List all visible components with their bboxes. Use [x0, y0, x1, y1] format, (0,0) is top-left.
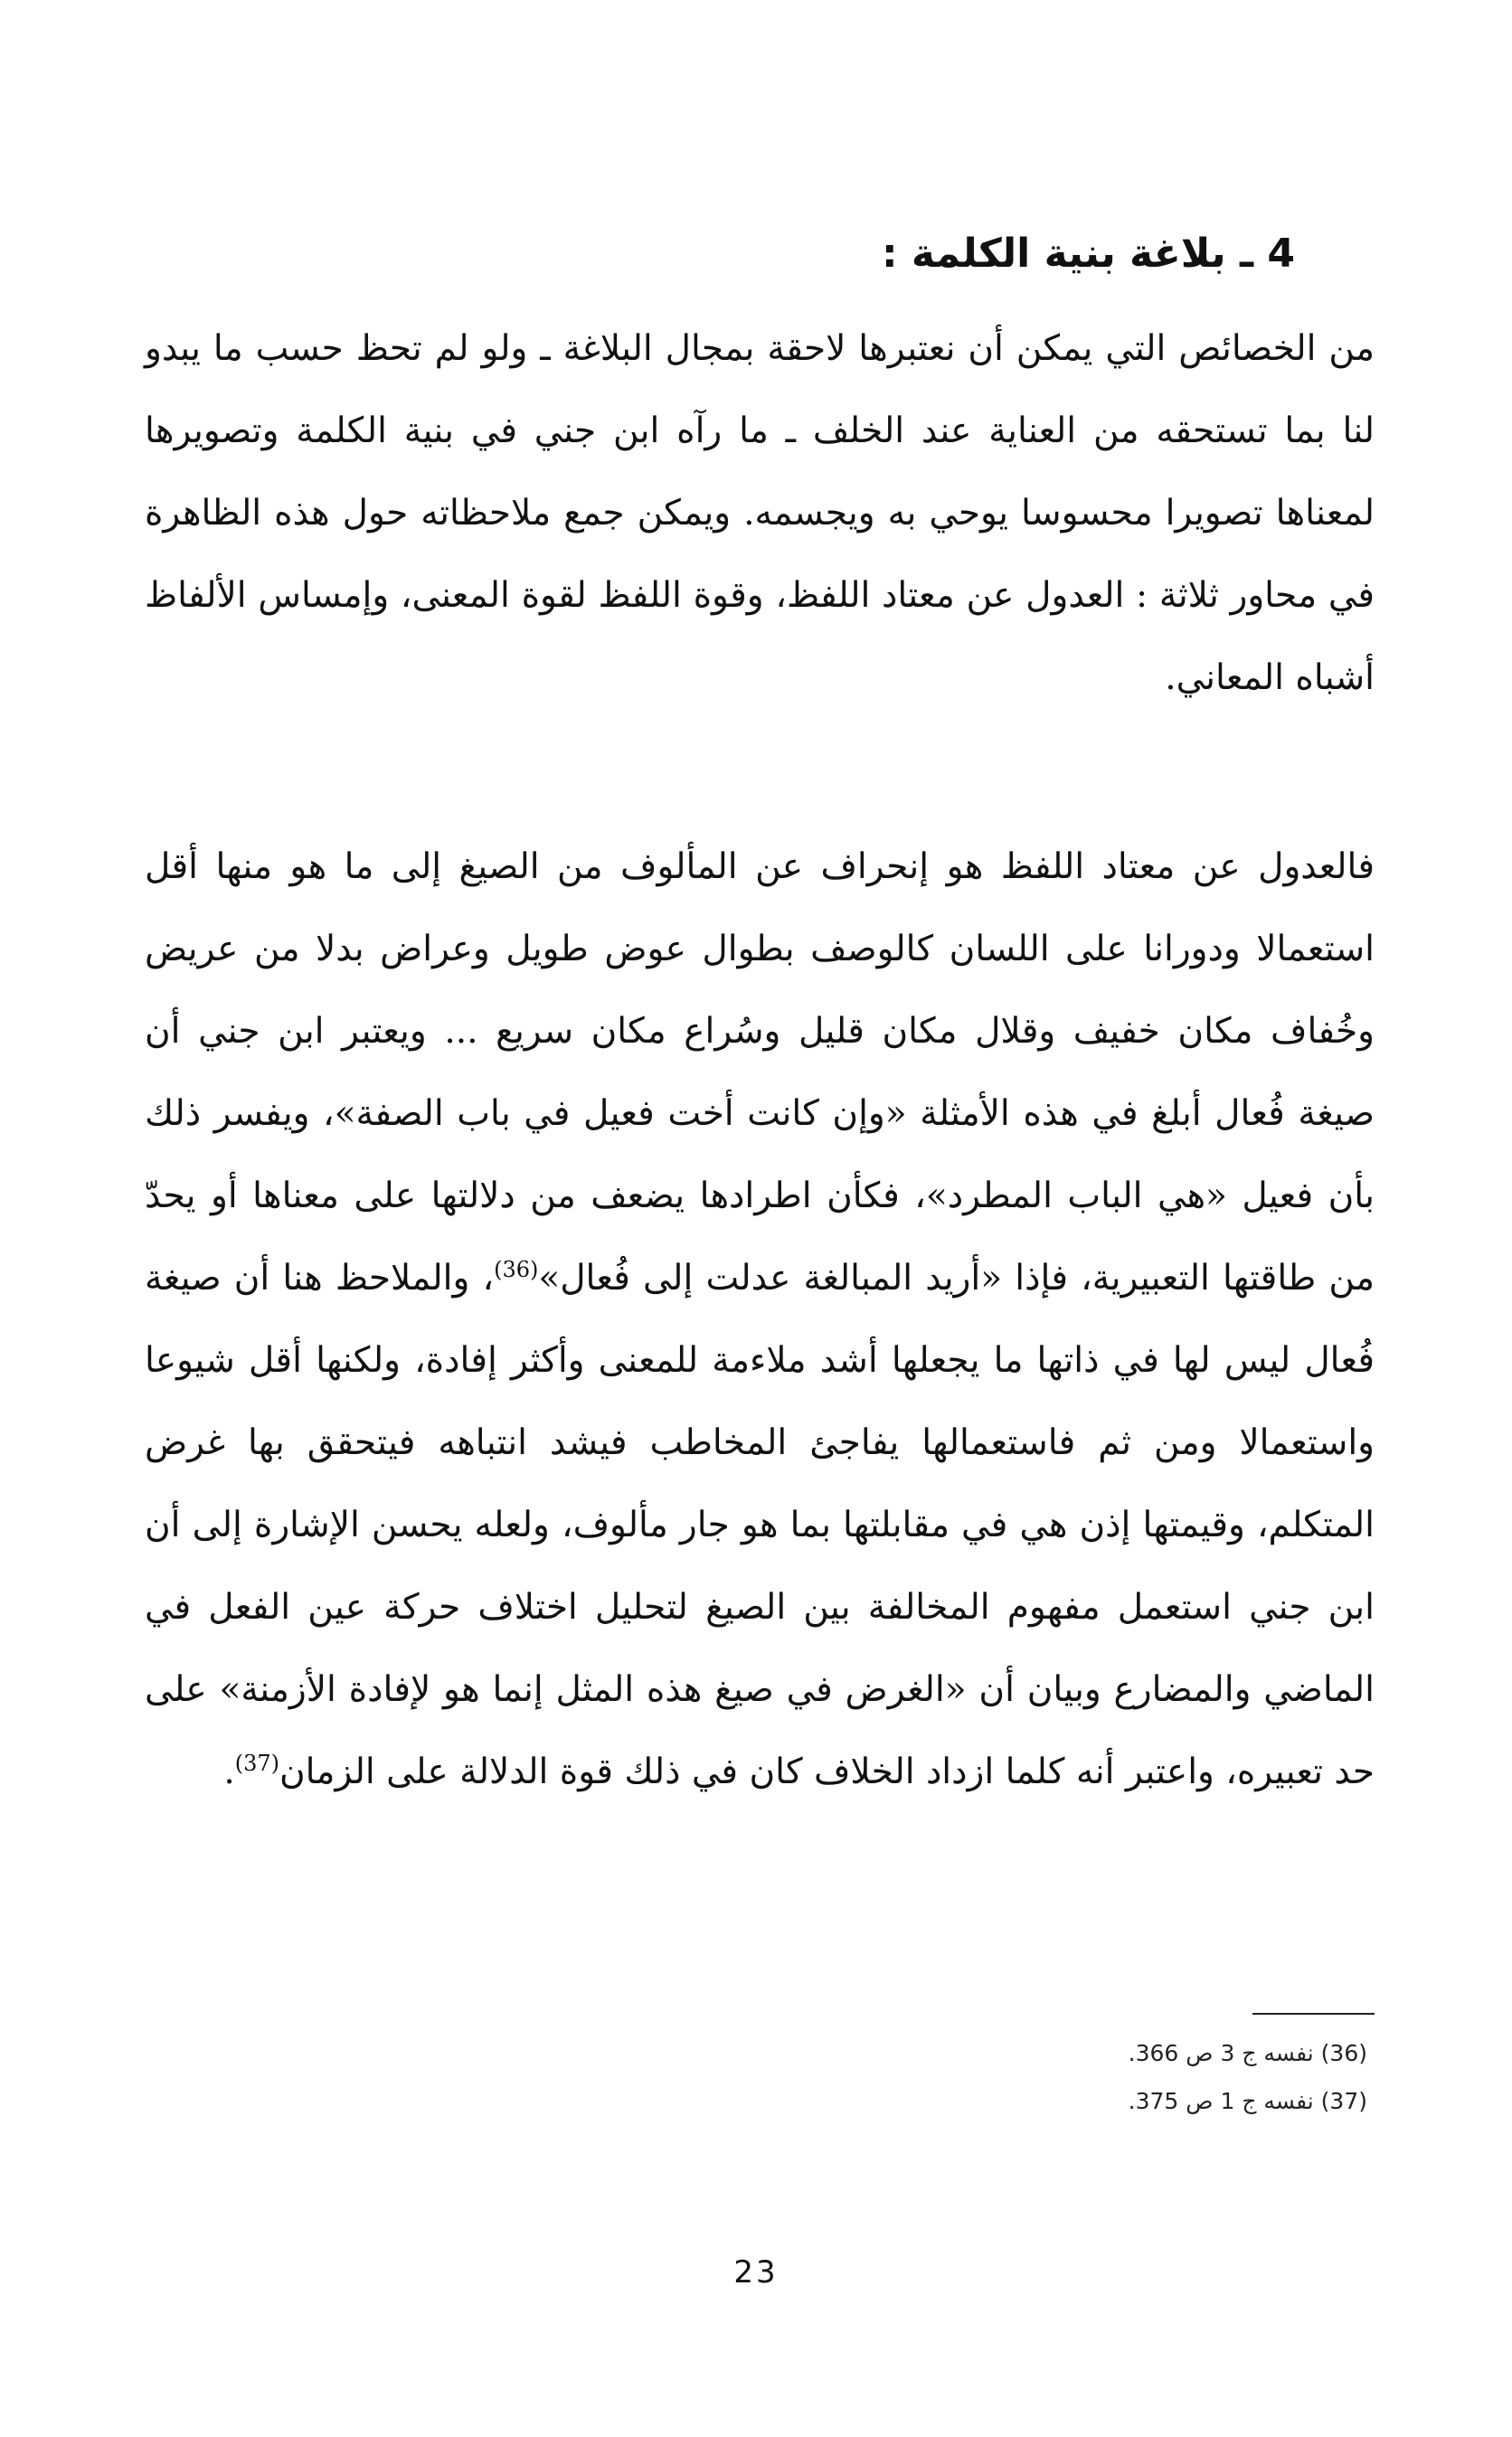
footnote-divider [1252, 2013, 1375, 2015]
footnote-36: (36) نفسه ج 3 ص 366. [1128, 2040, 1367, 2066]
footnote-ref-36[interactable]: (36) [494, 1257, 539, 1282]
paragraph-adoul-part1: فالعدول عن معتاد اللفظ هو إنحراف عن المألوف من الصيغ إلى ما هو منها أقل استعمالا ودورانا على اللسان كالوصف بطوال عوض طويل وعراض بدلا من عريض وخُفاف مكان خفيف وقلال مكان قليل وسُراع مكان سريع ... ويعتبر ابن جني أن صيغة فُعال أبلغ في هذه الأمثلة «وإن كانت أخت فعيل في باب الصفة»، ويفسر ذلك بأن فعيل «هي الباب المطرد»، فكأن اطرادها يضعف من دلالتها على معناها أو يحدّ من طاقتها التعبيرية، فإذا «أريد المبالغة عدلت إلى فُعال» [145, 846, 1375, 1299]
paragraph-adoul-part3: . [223, 1752, 235, 1792]
footnote-ref-37[interactable]: (37) [234, 1751, 280, 1776]
page-number: 23 [733, 2254, 779, 2291]
paragraph-adoul-text [145, 826, 1375, 1813]
paragraph-adoul-part2: ، والملاحظ هنا أن صيغة فُعال ليس لها في ذاتها ما يجعلها أشد ملاءمة للمعنى وأكثر إفادة، ولكنها أقل شيوعا واستعمالا ومن ثم فاستعمالها يفاجئ المخاطب فيشد انتباهه فيتحقق بها غرض المتكلم، وقيمتها إذن هي في مقابلتها بما هو جار مألوف، ولعله يحسن الإشارة إلى أن ابن جني استعمل مفهوم المخالفة بين الصيغ لتحليل اختلاف حركة عين الفعل في الماضي والمضارع وبيان أن «الغرض في صيغ هذه المثل إنما هو لإفادة الأزمنة» على حد تعبيره، واعتبر أنه كلما ازداد الخلاف كان في ذلك قوة الدلالة على الزمان [145, 1258, 1375, 1792]
footnote-37: (37) نفسه ج 1 ص 375. [1128, 2088, 1367, 2114]
paragraph-intro [145, 307, 1375, 719]
paragraph-adoul [145, 826, 1375, 1813]
paragraph-intro-text: من الخصائص التي يمكن أن نعتبرها لاحقة بمجال البلاغة ـ ولو لم تحظ حسب ما يبدو لنا بما تستحقه من العناية عند الخلف ـ ما رآه ابن جني في بنية الكلمة وتصويرها لمعناها تصويرا محسوسا يوحي به ويجسمه. ويمكن جمع ملاحظاته حول هذه الظاهرة في محاور ثلاثة : العدول عن معتاد اللفظ، وقوة اللفظ لقوة المعنى، وإمساس الألفاظ أشباه المعاني. [145, 328, 1375, 698]
section-heading: 4 ـ بلاغة بنية الكلمة : [882, 231, 1295, 277]
